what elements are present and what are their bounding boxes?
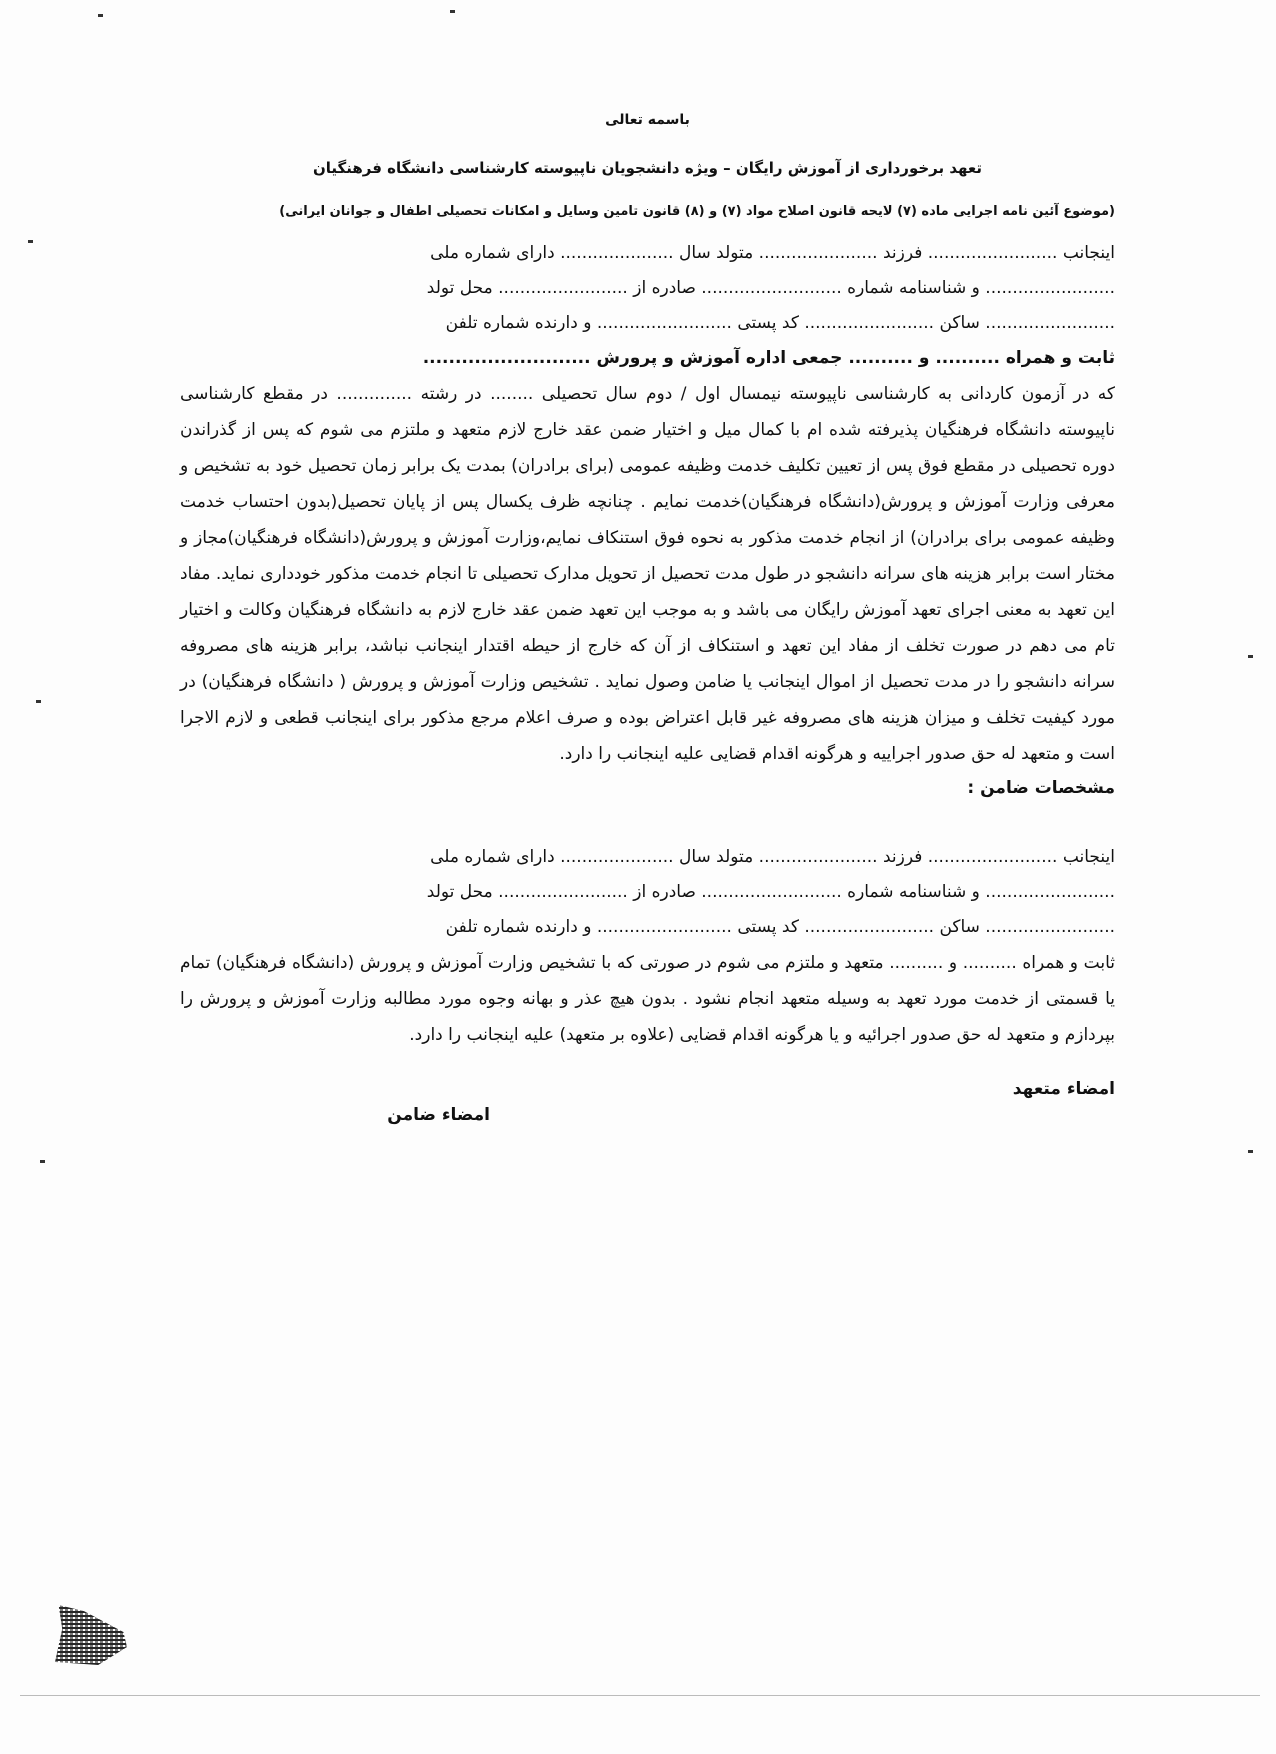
commitment-document (180, 110, 1115, 1159)
guarantor-info-line-3: ........................ ساکن ........................ کد پستی ......................... و دارنده شماره تلفن (445, 917, 1115, 937)
obligor-signature-label: امضاء متعهد (1012, 1079, 1115, 1099)
signature-area (180, 1079, 1115, 1159)
scan-speck (1248, 1150, 1253, 1153)
scan-speck (36, 700, 41, 703)
student-commitment-paragraph: که در آزمون کاردانی به کارشناسی ناپیوسته نیمسال اول / دوم سال تحصیلی ........ در رشته .............. در مقطع کارشناسی ناپیوسته دانشگاه فرهنگیان پذیرفته شده ام با کمال میل و اختیار ضمن عقد خارج لازم متعهد و ملتزم می شوم که پس از گذراندن دوره تحصیلی در مقطع فوق پس از تعیین تکلیف خدمت وظیفه عمومی (برای برادران) بمدت یک برابر زمان تحصیل خود به تشخیص و معرفی وزارت آموزش و پرورش(دانشگاه فرهنگیان)خدمت نمایم . چنانچه ظرف یکسال پس از پایان تحصیل(بدون احتساب خدمت وظیفه عمومی برای برادران) از انجام خدمت مذکور به نحوه فوق استنکاف نمایم،وزارت آموزش و پرورش(دانشگاه فرهنگیان)مجاز و مختار است برابر هزینه های سرانه دانشجو در طول مدت تحصیل از تحویل مدارک تحصیلی تا انجام خدمت مذکور خودداری نماید. مفاد این تعهد به معنی اجرای تعهد آموزش رایگان می باشد و به موجب این تعهد ضمن عقد خارج لازم به دانشگاه فرهنگیان وکالت و اختیار تام می دهم در صورت تخلف از مفاد این تعهد و استنکاف از آن که خارج از حیطه اقتدار اینجانب نباشد، برابر هزینه های مصروفه سرانه دانشجو را در مدت تحصیل از اموال اینجانب یا ضامن وصول نماید . تشخیص وزارت آموزش و پرورش ( دانشگاه فرهنگیان) در مورد کیفیت تخلف و میزان هزینه های مصروفه غیر قابل اعتراض بوده و صرف اعلام مرجع مذکور برای اینجانب قطعی و لازم الاجرا است و متعهد له حق صدور اجراییه و هرگونه اقدام قضایی علیه اینجانب را دارد. (180, 384, 1115, 764)
scan-speck (40, 1160, 45, 1163)
scan-speck (450, 10, 455, 13)
student-info-line-2: ........................ و شناسنامه شماره .......................... صادره از ........................ محل تولد (426, 278, 1115, 298)
guarantor-signature-label: امضاء ضامن (387, 1105, 490, 1125)
guarantor-commitment-paragraph: ثابت و همراه .......... و .......... متعهد و ملتزم می شوم در صورتی که با تشخیص وزارت آموزش و پرورش (دانشگاه فرهنگیان) تمام یا قسمتی از خدمت مورد تعهد به وسیله متعهد انجام نشود . بدون هیچ عذر و بهانه وجوه مورد مطالبه وزارت آموزش و پرورش را بپردازم و متعهد له حق صدور اجرائیه و یا هرگونه اقدام قضایی (علاوه بر متعهد) علیه اینجانب را دارد. (180, 953, 1115, 1045)
scan-speck (28, 240, 33, 243)
scan-speck (1248, 655, 1253, 658)
basmala: باسمه تعالی (605, 112, 690, 128)
student-info-line-3: ........................ ساکن ........................ کد پستی ......................... و دارنده شماره تلفن (445, 313, 1115, 333)
student-info-line-1: اینجانب ........................ فرزند ...................... متولد سال ..................... دارای شماره ملی (430, 243, 1115, 263)
scan-artifact (55, 1605, 127, 1665)
scan-edge-line (20, 1695, 1260, 1696)
guarantor-info-line-2: ........................ و شناسنامه شماره .......................... صادره از ........................ محل تولد (426, 882, 1115, 902)
guarantor-section-title: مشخصات ضامن : (967, 778, 1115, 798)
student-info-line-4: ثابت و همراه .......... و .......... جمعی اداره آموزش و پرورش .......................... (422, 348, 1115, 368)
document-subtitle: (موضوع آئین نامه اجرایی ماده (۷) لایحه قانون اصلاح مواد (۷) و (۸) قانون تامین وسایل و امکانات تحصیلی اطفال و جوانان ایرانی) (279, 204, 1115, 219)
guarantor-info-line-1: اینجانب ........................ فرزند ...................... متولد سال ..................... دارای شماره ملی (430, 847, 1115, 867)
document-title: تعهد برخورداری از آموزش رایگان – ویژه دانشجویان ناپیوسته کارشناسی دانشگاه فرهنگیان (312, 159, 983, 177)
scan-speck (98, 14, 103, 17)
